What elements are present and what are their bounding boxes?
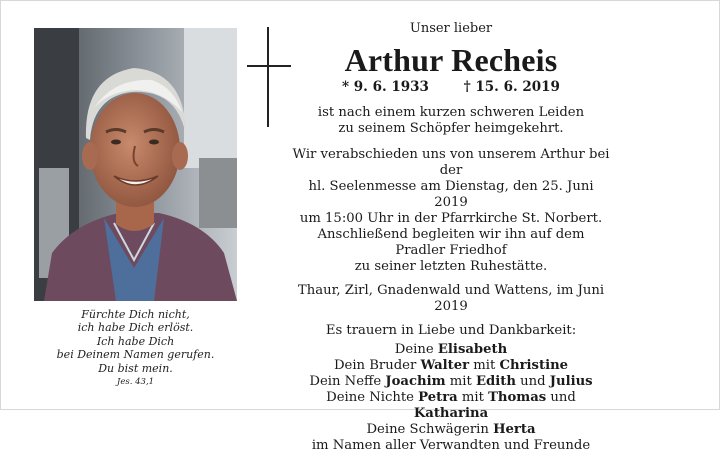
- death-date: † 15. 6. 2019: [463, 79, 560, 95]
- mourner-row: Dein Neffe Joachim mit Edith und Julius: [309, 374, 593, 389]
- deceased-name: Arthur Recheis: [344, 42, 558, 78]
- mourner-row: Deine Nichte Petra mit Thomas und Katharina: [326, 390, 576, 421]
- mourner-row: Deine Elisabeth: [394, 342, 508, 357]
- message-line: zu seinem Schöpfer heimgekehrt.: [338, 121, 564, 136]
- bible-quote: [34, 308, 237, 388]
- notice-text: [291, 21, 611, 454]
- quote-line: ich habe Dich erlöst.: [77, 321, 194, 335]
- mourner-row: Deine Schwägerin Herta: [366, 422, 536, 437]
- portrait-photo: [34, 28, 237, 301]
- mourner-row: im Namen aller Verwandten und Freunde: [311, 438, 591, 453]
- mourner-row: Dein Bruder Walter mit Christine: [333, 358, 569, 373]
- service-line: Wir verabschieden uns von unserem Arthur bei der: [292, 147, 610, 178]
- quote-line: Du bist mein.: [98, 361, 173, 375]
- cross-icon: [247, 27, 291, 127]
- quote-reference: Jes. 43,1: [116, 377, 155, 388]
- intro-text: Unser lieber: [409, 21, 493, 36]
- message-line: ist nach einem kurzen schweren Leiden: [317, 105, 585, 120]
- service-line: hl. Seelenmesse am Dienstag, den 25. Juni 2019: [308, 179, 594, 210]
- mourning-heading: Es trauern in Liebe und Dankbarkeit:: [325, 323, 577, 338]
- birth-date: * 9. 6. 1933: [342, 79, 429, 95]
- service-line: um 15:00 Uhr in der Pfarrkirche St. Norbert.: [299, 211, 603, 226]
- quote-line: Ich habe Dich: [96, 334, 175, 348]
- quote-line: Fürchte Dich nicht,: [81, 308, 190, 321]
- place-date: Thaur, Zirl, Gnadenwald und Wattens, im Juni 2019: [297, 283, 605, 314]
- service-line: zu seiner letzten Ruhestätte.: [354, 259, 548, 274]
- quote-line: bei Deinem Namen gerufen.: [56, 348, 215, 362]
- life-dates: [291, 79, 611, 95]
- service-line: Anschließend begleiten wir ihn auf dem Pradler Friedhof: [317, 227, 585, 258]
